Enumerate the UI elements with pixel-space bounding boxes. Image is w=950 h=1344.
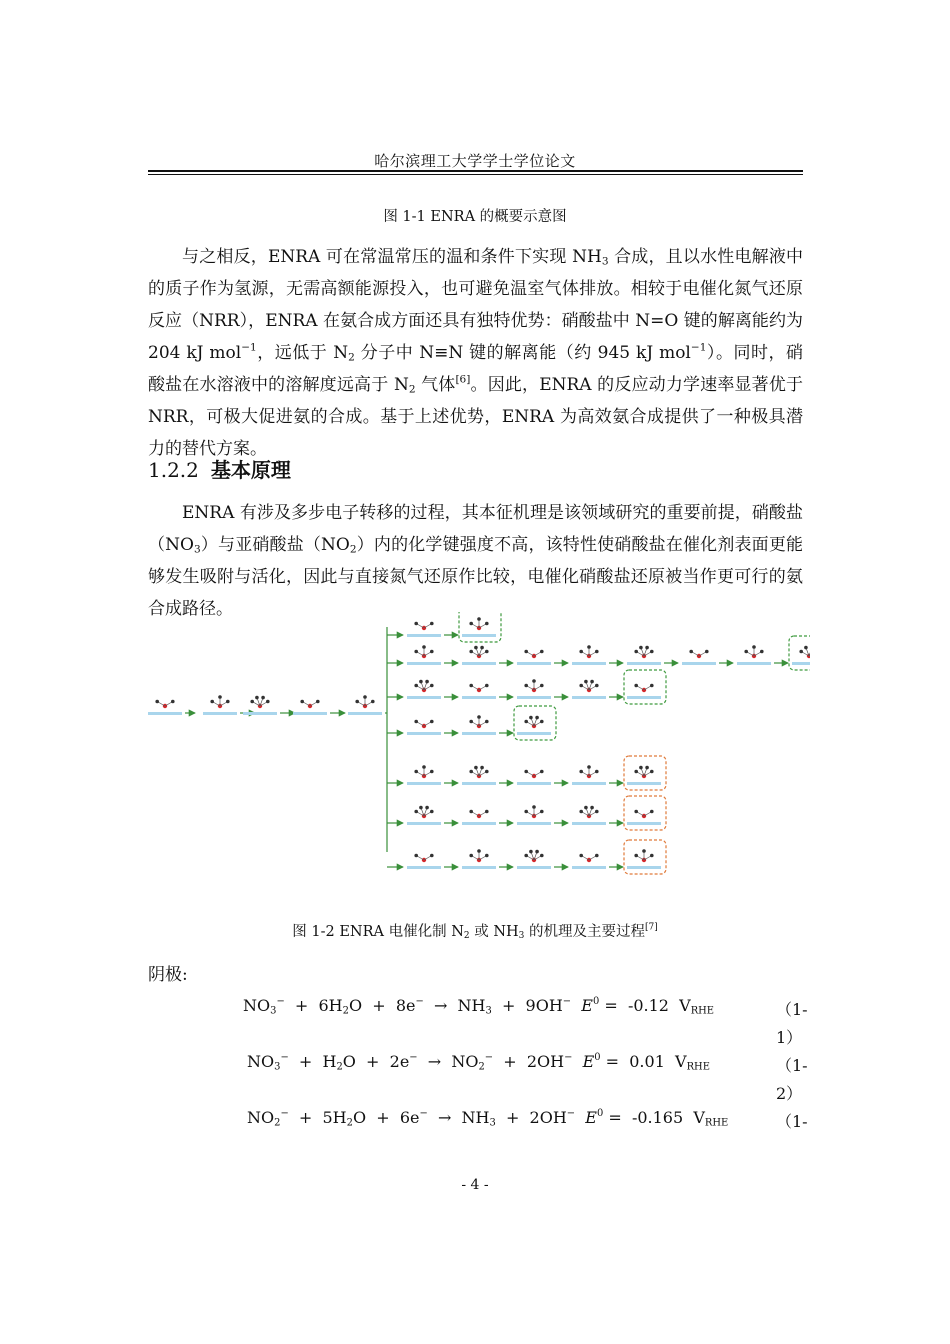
atom — [226, 700, 230, 704]
atom — [414, 650, 418, 654]
atom — [469, 810, 473, 814]
header-title: 哈尔滨理工大学学士学位论文 — [374, 152, 576, 170]
atom — [634, 684, 638, 688]
atom — [524, 650, 528, 654]
catalyst-surface — [627, 696, 661, 699]
atom — [760, 650, 764, 654]
atom — [650, 854, 654, 858]
equation-number: （1-1） — [776, 1000, 808, 1047]
atom — [584, 680, 588, 684]
atom — [587, 645, 591, 649]
catalyst-surface — [407, 782, 441, 785]
catalyst-surface — [348, 712, 382, 715]
equation-number: （1- — [776, 1112, 808, 1131]
atom — [799, 650, 803, 654]
catalyst-surface — [572, 696, 606, 699]
atom — [422, 645, 426, 649]
catalyst-surface — [517, 732, 551, 735]
cathode-label: 阴极: — [148, 965, 188, 985]
atom — [255, 696, 259, 700]
atom — [590, 806, 594, 810]
paragraph-principle — [148, 497, 803, 625]
catalyst-surface — [462, 696, 496, 699]
atom — [477, 849, 481, 853]
atom — [316, 700, 320, 704]
atom — [414, 854, 418, 858]
atom — [430, 854, 434, 858]
atom — [639, 646, 643, 650]
atom — [540, 720, 544, 724]
atom — [645, 646, 649, 650]
catalyst-surface — [627, 782, 661, 785]
catalyst-surface — [517, 866, 551, 869]
atom — [469, 684, 473, 688]
catalyst-surface — [293, 712, 327, 715]
atom — [595, 650, 599, 654]
catalyst-surface — [462, 822, 496, 825]
catalyst-surface — [462, 782, 496, 785]
catalyst-surface — [572, 662, 606, 665]
atom — [477, 715, 481, 719]
atom — [532, 679, 536, 683]
catalyst-surface — [517, 696, 551, 699]
catalyst-surface — [407, 696, 441, 699]
catalyst-surface — [407, 662, 441, 665]
catalyst-surface — [627, 822, 661, 825]
atom — [469, 854, 473, 858]
atom — [595, 770, 599, 774]
catalyst-surface — [572, 782, 606, 785]
atom — [469, 720, 473, 724]
atom — [419, 680, 423, 684]
atom — [469, 622, 473, 626]
atom — [210, 700, 214, 704]
catalyst-surface — [737, 662, 771, 665]
atom — [371, 700, 375, 704]
atom — [645, 766, 649, 770]
atom — [430, 684, 434, 688]
atom — [363, 695, 367, 699]
atom — [634, 854, 638, 858]
atom — [430, 810, 434, 814]
atom — [540, 810, 544, 814]
atom — [535, 850, 539, 854]
atom — [584, 806, 588, 810]
atom — [650, 684, 654, 688]
atom — [355, 700, 359, 704]
atom — [485, 770, 489, 774]
section-heading — [148, 454, 291, 483]
atom — [485, 622, 489, 626]
catalyst-surface — [572, 866, 606, 869]
atom — [480, 646, 484, 650]
atom — [469, 770, 473, 774]
atom — [485, 684, 489, 688]
equation-body: $NO_3^- + H_2O + 2e^- \to NO_2^- + 2OH^-$ $E^0 = 0.01$ $V_{RHE}$ — [247, 1052, 710, 1073]
atom — [579, 810, 583, 814]
atom — [639, 766, 643, 770]
atom — [485, 650, 489, 654]
atom — [804, 646, 808, 650]
atom — [485, 810, 489, 814]
atom — [430, 770, 434, 774]
atom — [155, 700, 159, 704]
section-number: 1.2.2 — [148, 458, 199, 482]
atom — [485, 720, 489, 724]
paragraph-principle-text: ENRA 有涉及多步电子转移的过程，其本征机理是该领域研究的重要前提，硝酸盐$(NO_3)$与亚硝酸盐$(NO_2)$内的化学键强度不高，该特性使硝酸盐在催化剂表面更能够发生吸附与活化，因此与直接氮气还原作比较，电催化硝酸盐还原被当作更可行的氨合成路径。 — [148, 503, 804, 619]
atom — [535, 716, 539, 720]
catalyst-surface — [148, 712, 182, 715]
atom — [474, 766, 478, 770]
atom — [430, 720, 434, 724]
atom — [524, 854, 528, 858]
atom — [430, 650, 434, 654]
equation-body: $NO_2^- + 5H_2O + 6e^- \to NH_3 + 2OH^-$ $E^0 = -0.165$ $V_{RHE}$ — [247, 1108, 729, 1129]
paragraph-advantages-text: 与之相反，ENRA 可在常温常压的温和条件下实现 $NH_3$ 合成，且以水性电解液中的质子作为氢源，无需高额能源投入，也可避免温室气体排放。相较于电催化氮气还原反应（NRR），ENRA 在氨合成方面还具有独特优势：硝酸盐中 N=O 键的解离能约为 204 kJ mol$^{-1}$，远低于 $N_2$ 分子中 N≡N 键的解离能（约 945 kJ mol$^{-1}$）。同时，硝酸盐在水溶液中的溶解度远高于 $N_2$ 气体[6]。因此，ENRA 的反应动力学速率显著优于 NRR，可极大促进氨的合成。基于上述优势，ENRA 为高效氨合成提供了一种极具潜力的替代方案。 — [148, 247, 804, 459]
catalyst-surface — [462, 662, 496, 665]
atom — [532, 805, 536, 809]
atom — [425, 680, 429, 684]
atom — [595, 684, 599, 688]
figure-1-1-caption: 图 1-1 ENRA 的概要示意图 — [383, 209, 567, 225]
atom — [261, 696, 265, 700]
catalyst-surface — [517, 822, 551, 825]
catalyst-surface — [682, 662, 716, 665]
catalyst-surface — [462, 866, 496, 869]
atom — [540, 684, 544, 688]
atom — [171, 700, 175, 704]
atom — [650, 650, 654, 654]
atom — [540, 854, 544, 858]
atom — [414, 622, 418, 626]
atom — [422, 765, 426, 769]
header-rule-thin — [148, 174, 803, 175]
catalyst-surface — [407, 634, 441, 637]
atom — [587, 765, 591, 769]
atom — [529, 850, 533, 854]
atom — [414, 770, 418, 774]
atom — [477, 617, 481, 621]
atom — [524, 810, 528, 814]
catalyst-surface — [462, 634, 496, 637]
atom — [218, 695, 222, 699]
atom — [689, 650, 693, 654]
atom — [529, 716, 533, 720]
atom — [642, 849, 646, 853]
catalyst-surface — [627, 866, 661, 869]
atom — [480, 766, 484, 770]
atom — [414, 720, 418, 724]
catalyst-surface — [407, 732, 441, 735]
atom — [414, 810, 418, 814]
catalyst-surface — [517, 662, 551, 665]
atom — [524, 720, 528, 724]
paragraph-advantages — [148, 241, 803, 465]
atom — [634, 810, 638, 814]
page-number: - 4 - — [461, 1177, 489, 1193]
catalyst-surface — [407, 866, 441, 869]
atom — [579, 854, 583, 858]
atom — [752, 645, 756, 649]
atom — [540, 770, 544, 774]
atom — [266, 700, 270, 704]
atom — [485, 854, 489, 858]
atom — [474, 646, 478, 650]
equation-body: $NO_3^- + 6H_2O + 8e^- \to NH_3 + 9OH^-$ $E^0 = -0.12$ $V_{RHE}$ — [243, 996, 715, 1017]
catalyst-surface — [572, 822, 606, 825]
atom — [425, 806, 429, 810]
atom — [579, 650, 583, 654]
atom — [634, 650, 638, 654]
figure-1-2-caption: 图 1-2 ENRA 电催化制 $N_2$ 或 $NH_3$ 的机理及主要过程[7] — [292, 922, 658, 942]
atom — [579, 770, 583, 774]
atom — [300, 700, 304, 704]
atom — [579, 684, 583, 688]
atom — [414, 684, 418, 688]
atom — [469, 650, 473, 654]
mechanism-pathways — [148, 612, 810, 874]
catalyst-surface — [792, 662, 810, 665]
atom — [595, 810, 599, 814]
catalyst-surface — [462, 732, 496, 735]
equation-number: （1-2） — [776, 1056, 808, 1103]
atom — [650, 810, 654, 814]
catalyst-surface — [517, 782, 551, 785]
atom — [524, 684, 528, 688]
atom — [634, 770, 638, 774]
atom — [705, 650, 709, 654]
atom — [744, 650, 748, 654]
atom — [590, 680, 594, 684]
atom — [419, 806, 423, 810]
catalyst-surface — [627, 662, 661, 665]
atom — [650, 770, 654, 774]
mechanism-figure — [145, 612, 810, 897]
atom — [430, 622, 434, 626]
catalyst-surface — [203, 712, 237, 715]
catalyst-surface — [407, 822, 441, 825]
atom — [524, 770, 528, 774]
catalyst-surface — [243, 712, 277, 715]
atom — [595, 854, 599, 858]
header-rule-thick — [148, 170, 803, 172]
atom — [540, 650, 544, 654]
atom — [250, 700, 254, 704]
section-title: 基本原理 — [210, 458, 291, 482]
